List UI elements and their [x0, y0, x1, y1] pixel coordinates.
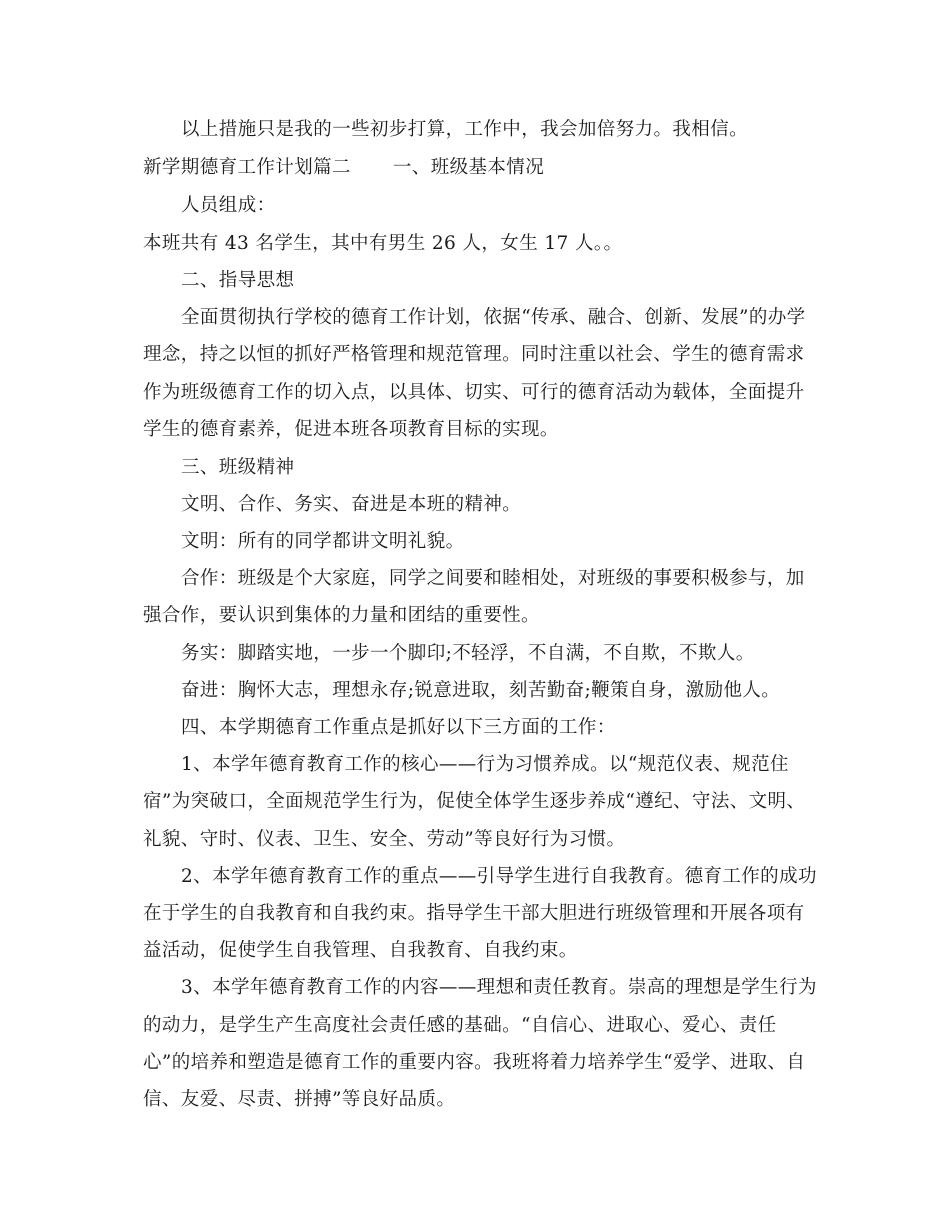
- paragraph-line: 人员组成：: [181, 195, 276, 216]
- paragraph-line: 本班共有 43 名学生，其中有男生 26 人，女生 17 人。。: [143, 233, 623, 254]
- paragraph-line: 心”的培养和塑造是德育工作的重要内容。我班将着力培养学生“爱学、进取、自: [143, 1052, 806, 1073]
- section-heading: 三、班级精神: [181, 457, 295, 478]
- paragraph-line: 在于学生的自我教育和自我约束。指导学生干部大胆进行班级管理和开展各项有: [143, 903, 805, 924]
- paragraph-line: 宿”为突破口，全面规范学生行为，促使全体学生逐步养成“遵纪、守法、文明、: [143, 791, 806, 812]
- paragraph-line: 文明、合作、务实、奋进是本班的精神。: [181, 494, 522, 515]
- section-heading: 四、本学期德育工作重点是抓好以下三方面的工作：: [181, 717, 616, 738]
- paragraph-line: 礼貌、守时、仪表、卫生、安全、劳动”等良好行为习惯。: [143, 829, 626, 850]
- paragraph-line: 作为班级德育工作的切入点，以具体、切实、可行的德育活动为载体，全面提升: [143, 382, 805, 403]
- article-title: 新学期德育工作计划篇二: [143, 157, 351, 178]
- paragraph-line: 3、本学年德育教育工作的内容——理想和责任教育。崇高的理想是学生行为: [181, 977, 817, 998]
- paragraph-line: 奋进：胸怀大志，理想永存;锐意进取，刻苦勤奋;鞭策自身，激励他人。: [181, 680, 781, 701]
- paragraph-line: 1、本学年德育教育工作的核心——行为习惯养成。以“规范仪表、规范住: [181, 754, 789, 775]
- paragraph-line: 理念，持之以恒的抓好严格管理和规范管理。同时注重以社会、学生的德育需求: [143, 344, 805, 365]
- paragraph-line: 学生的德育素养，促进本班各项教育目标的实现。: [143, 419, 559, 440]
- paragraph-line: 文明：所有的同学都讲文明礼貌。: [181, 531, 465, 552]
- paragraph-line: 益活动，促使学生自我管理、自我教育、自我约束。: [143, 940, 578, 961]
- paragraph-line: 合作：班级是个大家庭，同学之间要和睦相处，对班级的事要积极参与，加: [181, 568, 805, 589]
- section-heading: 二、指导思想: [181, 270, 295, 291]
- paragraph-line: 信、友爱、尽责、拼搏”等良好品质。: [143, 1089, 456, 1110]
- paragraph-line: 强合作，要认识到集体的力量和团结的重要性。: [143, 605, 540, 626]
- paragraph-line: 全面贯彻执行学校的德育工作计划，依据“传承、融合、创新、发展”的办学: [181, 307, 806, 328]
- section-heading-line: [143, 155, 544, 181]
- paragraph-line: 的动力，是学生产生高度社会责任感的基础。“自信心、进取心、爱心、责任: [143, 1015, 777, 1036]
- paragraph-line: 务实：脚踏实地，一步一个脚印;不轻浮，不自满，不自欺，不欺人。: [181, 643, 755, 664]
- paragraph-line: 2、本学年德育教育工作的重点——引导学生进行自我教育。德育工作的成功: [181, 866, 817, 887]
- paragraph-line: 以上措施只是我的一些初步打算，工作中，我会加倍努力。我相信。: [181, 119, 749, 140]
- section-heading: 一、班级基本情况: [392, 157, 545, 178]
